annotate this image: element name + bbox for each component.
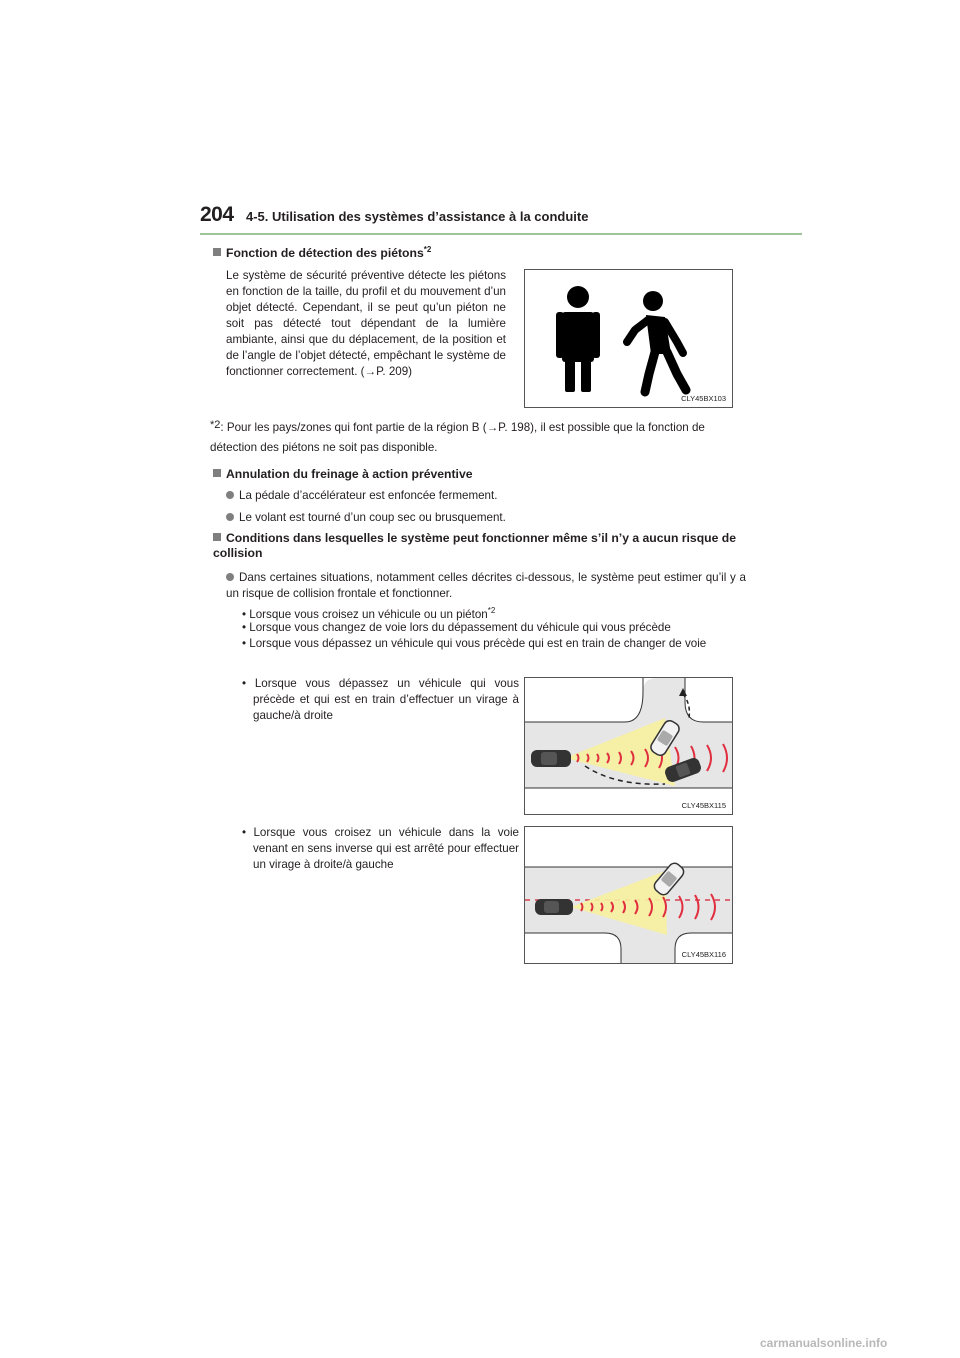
condition-sup: *2 — [487, 606, 496, 615]
condition-text: Lorsque vous croisez un véhicule dans la voie venant en sens inverse qui est arrêté pour effectuer un virage à droite/à gauche — [253, 826, 519, 871]
heading-pedestrian — [213, 242, 431, 261]
heading-pedestrian-sup: *2 — [423, 245, 432, 254]
header-rule — [200, 233, 802, 235]
standing-person-icon — [556, 286, 600, 392]
figure-pedestrians — [524, 269, 733, 408]
round-bullet-icon — [226, 573, 234, 581]
section-title: 4-5. Utilisation des systèmes d’assistance à la conduite — [246, 209, 589, 224]
figure-overtaking-turning — [524, 677, 733, 815]
heading-conditions-text: Conditions dans lesquelles le système peut fonctionner même s’il n’y a aucun risque de collision — [213, 531, 736, 560]
condition-item: • Lorsque vous dépassez un véhicule qui vous précède et qui est en train d’effectuer un virage à gauche/à droite — [242, 677, 519, 722]
bullet-item — [226, 570, 746, 602]
condition-text: Lorsque vous changez de voie lors du dépassement du véhicule qui vous précède — [249, 621, 671, 634]
watermark: carmanualsonline.info — [760, 1336, 888, 1350]
round-bullet-icon — [226, 491, 234, 499]
footnote-marker: *2 — [210, 419, 221, 431]
square-bullet-icon — [213, 248, 221, 256]
condition-item: • Lorsque vous dépassez un véhicule qui vous précède qui est en train de changer de voie — [242, 637, 707, 650]
pedestrian-body: Le système de sécurité préventive détecte les piétons en fonction de la taille, du profil et du mouvement d’un objet détecté. Cependant, il se peut qu’un piéton ne soit pas détecté tout dépendant de la lumière ambiante, ainsi que du déplacement, de la position et de l’angle de l’objet détecté, empêchant le système de fonctionner correctement. (→P. 209) — [226, 269, 506, 378]
round-bullet-icon — [226, 513, 234, 521]
square-bullet-icon — [213, 469, 221, 477]
overtaking-turning-illustration — [525, 678, 732, 814]
condition-text: Lorsque vous dépassez un véhicule qui vous précède et qui est en train d’effectuer un virage à gauche/à droite — [253, 677, 519, 722]
bullet-item — [226, 488, 497, 504]
figure-oncoming-turning — [524, 826, 733, 964]
own-car-icon — [531, 750, 571, 767]
bullet-text: La pédale d’accélérateur est enfoncée fermement. — [239, 489, 498, 502]
condition-item: • Lorsque vous croisez un véhicule ou un piéton$^{*2}$ — [242, 606, 496, 621]
heading-cancel — [213, 467, 473, 482]
heading-pedestrian-text: Fonction de détection des piétons — [226, 246, 424, 260]
walking-person-icon — [627, 291, 686, 392]
own-car-icon — [535, 899, 573, 915]
figure-code: CLY45BX116 — [681, 950, 726, 959]
bullet-item — [226, 510, 506, 526]
pedestrians-illustration — [525, 270, 732, 407]
footnote-text: : Pour les pays/zones qui font partie de la région B (→P. 198), il est possible que la fonction de détection des piétons ne soit pas disponible. — [210, 421, 705, 454]
page-number: 204 — [200, 203, 234, 226]
condition-item: • Lorsque vous changez de voie lors du dépassement du véhicule qui vous précède — [242, 621, 671, 634]
condition-text: Lorsque vous dépassez un véhicule qui vous précède qui est en train de changer de voie — [249, 637, 707, 650]
conditions-intro: Dans certaines situations, notamment celles décrites ci-dessous, le système peut estimer qu’il y a un risque de collision frontale et fonctionner. — [226, 571, 746, 600]
figure-code: CLY45BX115 — [681, 801, 726, 810]
condition-item: • Lorsque vous croisez un véhicule dans la voie venant en sens inverse qui est arrêté pour effectuer un virage à droite/à gauche — [242, 826, 519, 871]
oncoming-turning-illustration — [525, 827, 732, 963]
condition-text: Lorsque vous croisez un véhicule ou un piéton — [249, 608, 488, 621]
figure-code: CLY45BX103 — [681, 394, 726, 403]
footnote — [210, 415, 750, 458]
heading-conditions — [213, 531, 753, 561]
bullet-text: Le volant est tourné d’un coup sec ou brusquement. — [239, 511, 506, 524]
heading-cancel-text: Annulation du freinage à action préventive — [226, 467, 473, 481]
square-bullet-icon — [213, 533, 221, 541]
